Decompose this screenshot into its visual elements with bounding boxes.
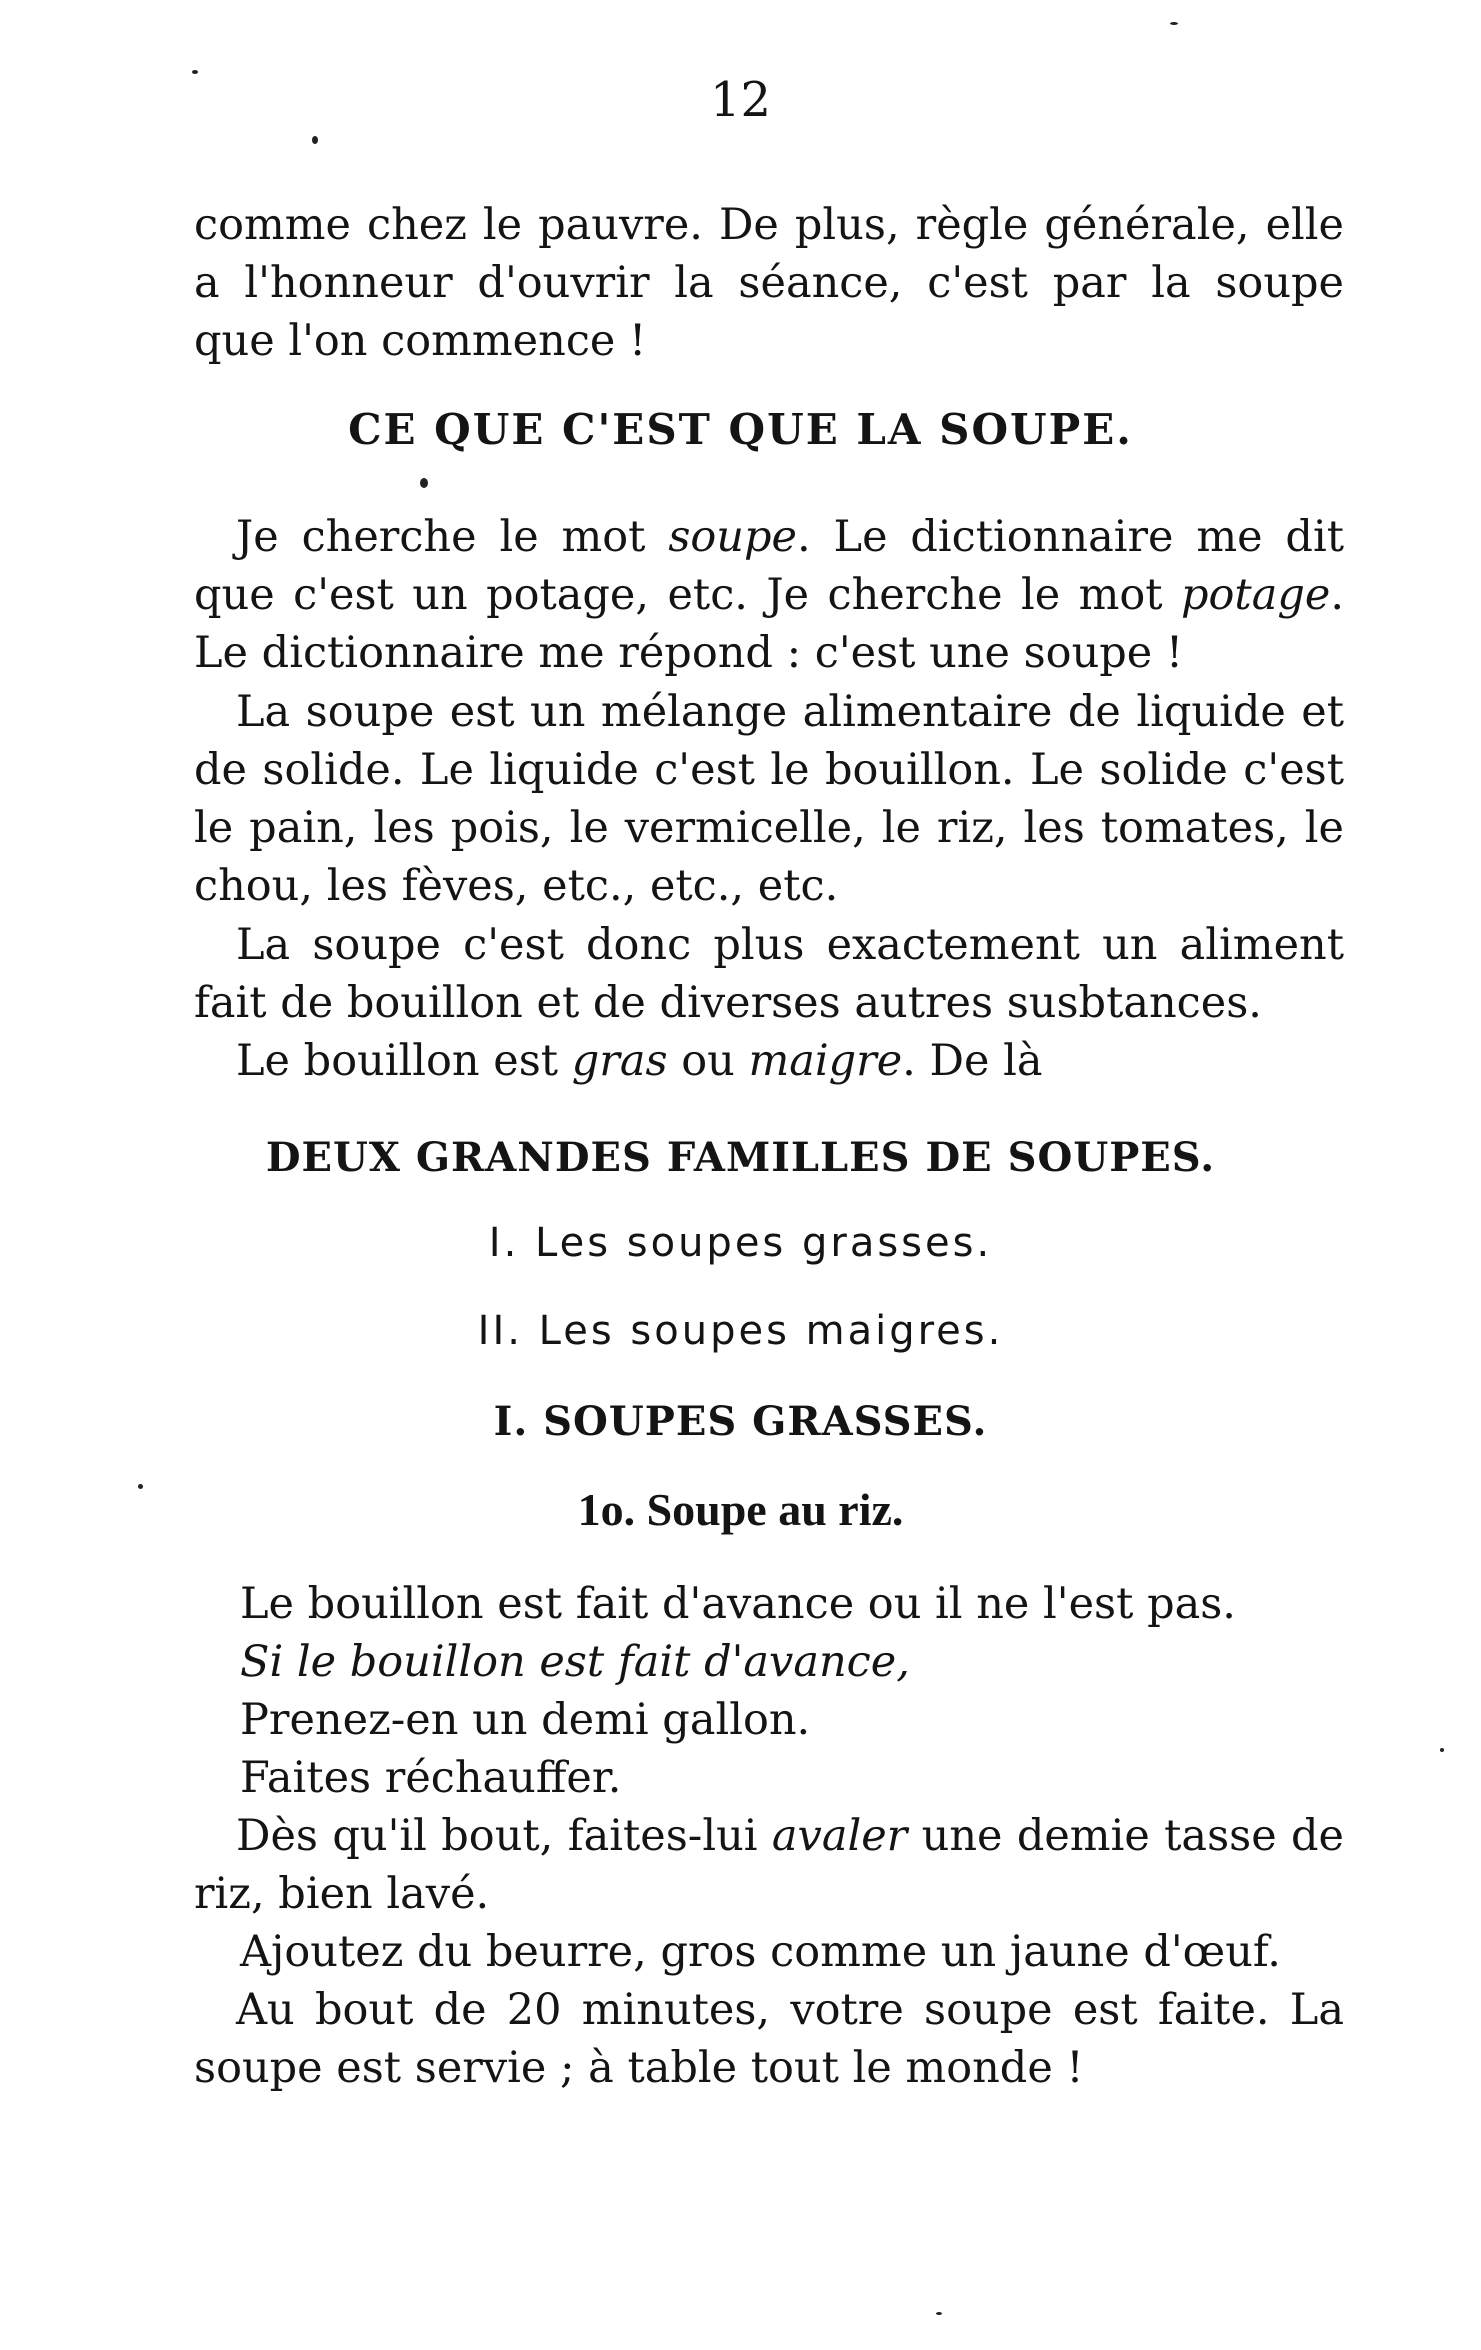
list-item-soupes-grasses: I. Les soupes grasses. [488, 1220, 993, 1266]
recipe-line: Faites réchauffer. [240, 1753, 622, 1803]
section-heading-deux-familles: DEUX GRANDES FAMILLES DE SOUPES. [265, 1134, 1216, 1181]
section-heading-ce-que-cest: CE QUE C'EST QUE LA SOUPE. [348, 405, 1133, 454]
paragraph-text: ou [667, 1036, 749, 1086]
scan-speck [936, 2312, 942, 2315]
italic-word: maigre [748, 1036, 903, 1086]
paragraph-text: Le bouillon est [236, 1036, 572, 1086]
paragraph-text: Dès qu'il bout, faites-lui [236, 1811, 772, 1861]
scan-speck [420, 478, 428, 488]
italic-word: soupe [668, 512, 797, 562]
paragraph-text: . De là [902, 1036, 1043, 1086]
paragraph-aliment: La soupe c'est donc plus exactement un aliment fait de bouillon et de diverses autres susbtances. [194, 920, 1344, 1028]
italic-line: Si le bouillon est fait d'avance, [240, 1637, 910, 1687]
paragraph-dictionnaire [194, 508, 1344, 682]
paragraph-soupe-servie: Au bout de 20 minutes, votre soupe est faite. La soupe est servie ; à table tout le monde ! [194, 1985, 1344, 2093]
section-heading-soupes-grasses: I. SOUPES GRASSES. [493, 1398, 988, 1445]
paragraph-gras-maigre [194, 1032, 1344, 1090]
recipe-line-italic [240, 1633, 910, 1691]
list-item-soupes-maigres: II. Les soupes maigres. [477, 1308, 1004, 1354]
recipe-line: Prenez-en un demi gallon. [240, 1695, 811, 1745]
paragraph-text: Je cherche le mot [236, 512, 669, 562]
scan-speck [1170, 22, 1178, 25]
intro-paragraph: comme chez le pauvre. De plus, règle générale, elle a l'honneur d'ouvrir la séance, c'est par la soupe que l'on commence ! [194, 200, 1344, 366]
recipe-line: Le bouillon est fait d'avance ou il ne l'est pas. [240, 1579, 1236, 1629]
scan-speck [1440, 1748, 1444, 1752]
scan-speck [192, 70, 198, 74]
paragraph-avaler [194, 1807, 1344, 1923]
recipe-line: Ajoutez du beurre, gros comme un jaune d'œuf. [240, 1927, 1281, 1977]
italic-word: potage [1181, 570, 1331, 620]
scan-speck [138, 1484, 143, 1489]
page-number: 12 [709, 72, 772, 128]
paragraph-text: . Le dictionnaire me répond : c'est une soupe ! [194, 570, 1344, 678]
italic-word: avaler [771, 1811, 908, 1861]
paragraph-melange: La soupe est un mélange alimentaire de liquide et de solide. Le liquide c'est le bouillon. Le solide c'est le pain, les pois, le vermicelle, le riz, les tomates, le chou, les fèves, etc., etc., etc. [194, 687, 1344, 911]
italic-word: gras [571, 1036, 668, 1086]
recipe-title-soupe-au-riz: 1o. Soupe au riz. [577, 1484, 904, 1535]
paragraph-text: . Le dictionnaire me dit que c'est un potage, etc. Je cherche le mot [194, 512, 1344, 620]
paragraph-text: une demie tasse de riz, bien lavé. [194, 1811, 1344, 1919]
scan-speck [312, 136, 318, 144]
